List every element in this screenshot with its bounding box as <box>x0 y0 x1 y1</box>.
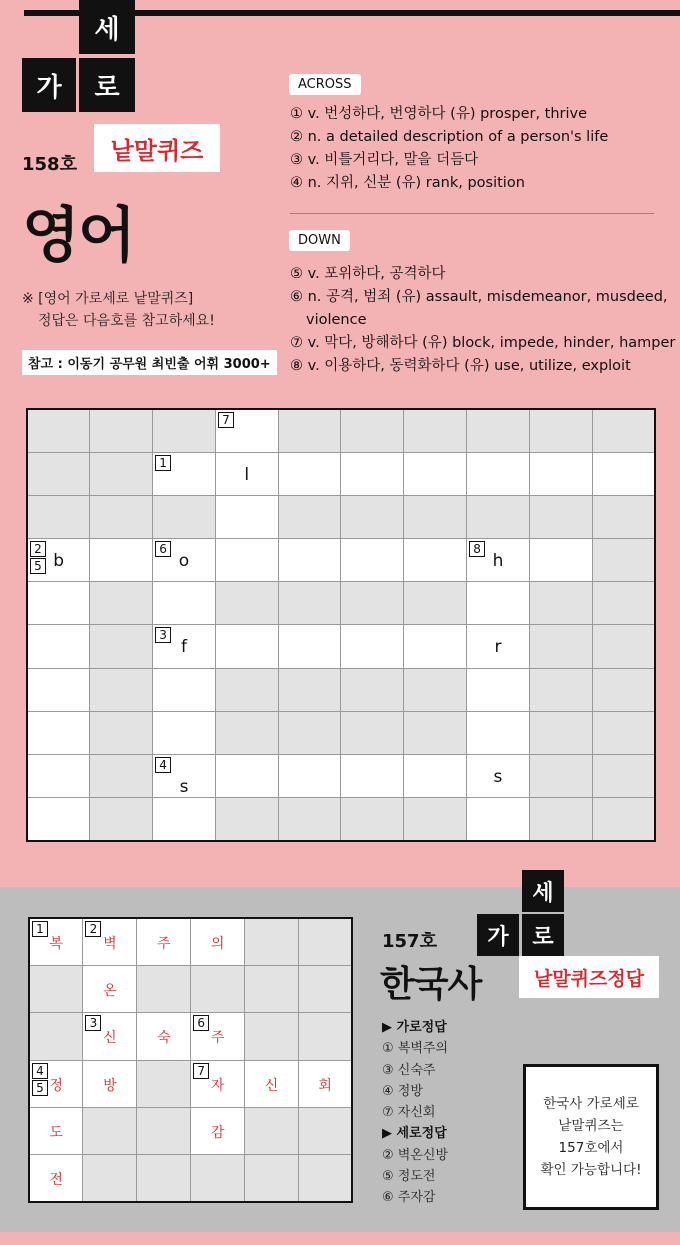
puzzle-cell <box>341 668 404 711</box>
puzzle-cell[interactable] <box>153 625 216 668</box>
across-clues <box>290 103 608 195</box>
cell-letter: s <box>493 767 503 787</box>
puzzle-cell <box>592 711 655 754</box>
subject-title: 영어 <box>22 201 134 271</box>
puzzle-cell <box>278 495 341 538</box>
previous-issue-number: 157호 <box>382 931 437 952</box>
puzzle-cell <box>404 409 467 452</box>
puzzle-row <box>27 452 655 495</box>
puzzle-cell[interactable] <box>467 711 530 754</box>
puzzle-cell[interactable] <box>278 539 341 582</box>
clue-number: 4 <box>32 1063 48 1079</box>
puzzle-cell[interactable] <box>153 452 216 495</box>
puzzle-cell[interactable] <box>27 755 90 798</box>
answer-item: ⑥ 주자감 <box>382 1190 436 1206</box>
prev-cell <box>298 918 352 965</box>
bottom-strip <box>0 1232 680 1245</box>
puzzle-cell <box>27 495 90 538</box>
puzzle-cell <box>278 409 341 452</box>
puzzle-cell <box>153 409 216 452</box>
cell-letter: 숙 <box>156 1030 171 1047</box>
puzzle-cell <box>278 798 341 841</box>
across-label: ACROSS <box>289 74 361 95</box>
puzzle-cell <box>341 582 404 625</box>
prev-cell <box>29 965 83 1012</box>
notice-line-2: 낱말퀴즈는 <box>558 1118 624 1134</box>
puzzle-cell[interactable] <box>592 452 655 495</box>
puzzle-cell <box>592 539 655 582</box>
puzzle-cell <box>341 711 404 754</box>
puzzle-row <box>27 495 655 538</box>
prev-cell <box>191 965 245 1012</box>
cell-letter: 주 <box>156 936 171 952</box>
puzzle-cell[interactable] <box>215 409 278 452</box>
cell-letter: 주 <box>210 1030 225 1047</box>
answer-item: ④ 정방 <box>382 1083 423 1099</box>
cell-letter: 정 <box>49 1077 63 1094</box>
puzzle-cell[interactable] <box>153 582 216 625</box>
puzzle-cell <box>404 798 467 841</box>
prev-cell[interactable] <box>83 918 137 965</box>
puzzle-cell <box>153 495 216 538</box>
note-line-1: ※ [영어 가로세로 낱말퀴즈] <box>22 291 194 307</box>
puzzle-cell[interactable] <box>153 711 216 754</box>
notice-line-3: 157호에서 <box>558 1140 624 1156</box>
puzzle-cell <box>529 625 592 668</box>
note-line-2: 정답은 다음호를 참고하세요! <box>38 313 215 329</box>
puzzle-cell[interactable] <box>27 625 90 668</box>
prev-cell[interactable] <box>83 1060 137 1107</box>
clue-number: 7 <box>218 412 234 428</box>
puzzle-row <box>27 711 655 754</box>
cell-letter: 자 <box>210 1077 225 1094</box>
puzzle-cell <box>404 711 467 754</box>
puzzle-cell <box>529 668 592 711</box>
puzzle-cell <box>529 798 592 841</box>
cell-letter: 의 <box>210 936 225 952</box>
clue-down-6-cont: violence <box>306 312 367 328</box>
prev-block-ro: 로 <box>522 914 564 956</box>
puzzle-cell[interactable] <box>341 539 404 582</box>
puzzle-cell <box>90 755 153 798</box>
clue-across-3: ③ v. 비틀거리다, 말을 더듬다 <box>290 152 479 168</box>
puzzle-cell <box>278 668 341 711</box>
cell-letter: f <box>180 637 187 658</box>
issue-number: 158호 <box>22 154 77 175</box>
puzzle-cell[interactable] <box>215 755 278 798</box>
clue-number: 7 <box>193 1063 209 1079</box>
cell-letter: l <box>244 464 250 485</box>
prev-cell[interactable] <box>29 918 83 965</box>
puzzle-cell[interactable] <box>467 798 530 841</box>
clue-number: 6 <box>155 541 171 557</box>
prev-cell <box>83 1108 137 1155</box>
puzzle-cell <box>90 495 153 538</box>
puzzle-cell[interactable] <box>529 539 592 582</box>
puzzle-cell[interactable] <box>153 668 216 711</box>
cell-letter: b <box>53 551 65 572</box>
puzzle-cell[interactable] <box>529 452 592 495</box>
notice-line-4: 확인 가능합니다! <box>540 1162 642 1178</box>
clue-down-5: ⑤ v. 포위하다, 공격하다 <box>290 266 446 282</box>
puzzle-cell <box>90 582 153 625</box>
clue-number: 2 <box>30 541 46 557</box>
answer-note <box>22 288 215 332</box>
puzzle-row <box>27 409 655 452</box>
clue-number: 5 <box>30 558 46 574</box>
prev-cell[interactable] <box>29 1108 83 1155</box>
puzzle-cell <box>467 495 530 538</box>
answer-heading: ▶ 가로정답 <box>382 1020 447 1035</box>
clue-divider <box>290 213 654 214</box>
puzzle-cell[interactable] <box>27 539 90 582</box>
puzzle-cell <box>215 711 278 754</box>
puzzle-cell <box>341 798 404 841</box>
prev-cell <box>245 965 299 1012</box>
puzzle-cell <box>592 495 655 538</box>
prev-cell <box>298 1013 352 1060</box>
cell-letter: 전 <box>49 1172 63 1189</box>
puzzle-cell <box>27 452 90 495</box>
puzzle-cell[interactable] <box>467 755 530 798</box>
down-label: DOWN <box>289 230 350 251</box>
puzzle-cell <box>529 409 592 452</box>
cell-letter: 회 <box>318 1077 332 1094</box>
prev-cell[interactable] <box>29 1155 83 1202</box>
puzzle-cell[interactable] <box>404 539 467 582</box>
puzzle-cell <box>529 495 592 538</box>
puzzle-cell[interactable] <box>404 755 467 798</box>
prev-row <box>29 1155 352 1202</box>
prev-cell[interactable] <box>83 965 137 1012</box>
prev-cell <box>83 1155 137 1202</box>
clue-number: 3 <box>85 1015 101 1031</box>
clue-number: 1 <box>32 921 48 937</box>
clue-number: 2 <box>85 921 101 937</box>
prev-block-ga: 가 <box>477 914 519 956</box>
puzzle-row <box>27 582 655 625</box>
prev-cell[interactable] <box>29 1060 83 1107</box>
puzzle-cell <box>215 798 278 841</box>
answer-item: ① 복벽주의 <box>382 1041 449 1057</box>
prev-cell[interactable] <box>83 1013 137 1060</box>
puzzle-cell <box>27 409 90 452</box>
puzzle-cell[interactable] <box>467 582 530 625</box>
puzzle-cell[interactable] <box>27 711 90 754</box>
puzzle-title-badge: 낱말퀴즈 <box>94 124 220 172</box>
prev-cell[interactable] <box>137 918 191 965</box>
prev-cell <box>298 965 352 1012</box>
answer-item: ⑦ 자신회 <box>382 1105 436 1121</box>
puzzle-cell[interactable] <box>215 539 278 582</box>
puzzle-cell <box>90 409 153 452</box>
puzzle-cell[interactable] <box>27 582 90 625</box>
puzzle-cell[interactable] <box>278 755 341 798</box>
answer-heading: ▶ 세로정답 <box>382 1126 447 1142</box>
down-clues <box>290 263 675 378</box>
prev-row <box>29 1108 352 1155</box>
prev-cell <box>245 1108 299 1155</box>
puzzle-cell[interactable] <box>215 452 278 495</box>
puzzle-row <box>27 539 655 582</box>
prev-cell <box>298 1155 352 1202</box>
clue-number: 5 <box>32 1080 48 1096</box>
title-block-se: 세 <box>79 0 135 54</box>
puzzle-row <box>27 668 655 711</box>
notice-line-1: 한국사 가로세로 <box>543 1096 639 1112</box>
clue-number: 8 <box>469 541 485 557</box>
puzzle-cell <box>404 668 467 711</box>
cell-letter: s <box>179 777 189 797</box>
prev-row <box>29 1060 352 1107</box>
puzzle-cell[interactable] <box>341 755 404 798</box>
puzzle-cell <box>404 495 467 538</box>
prev-cell[interactable] <box>137 1013 191 1060</box>
crossword-grid <box>26 408 656 842</box>
cell-letter: 신 <box>264 1077 279 1094</box>
puzzle-cell[interactable] <box>90 539 153 582</box>
puzzle-cell[interactable] <box>467 625 530 668</box>
puzzle-cell <box>90 798 153 841</box>
prev-cell[interactable] <box>191 1013 245 1060</box>
clue-number: 3 <box>155 627 171 643</box>
puzzle-cell <box>592 668 655 711</box>
cell-letter: 온 <box>103 982 117 999</box>
puzzle-cell <box>90 452 153 495</box>
puzzle-cell[interactable] <box>153 755 216 798</box>
puzzle-cell <box>215 668 278 711</box>
clue-number: 1 <box>155 455 171 471</box>
puzzle-cell <box>215 582 278 625</box>
cell-letter: r <box>494 637 502 658</box>
reference-label: 참고 : 이동기 공무원 최빈출 어휘 3000+ <box>22 350 277 375</box>
answer-item: ② 벽온신방 <box>382 1147 449 1163</box>
prev-cell <box>298 1108 352 1155</box>
cell-letter: 감 <box>210 1125 225 1142</box>
puzzle-row <box>27 798 655 841</box>
prev-cell[interactable] <box>191 1060 245 1107</box>
puzzle-cell[interactable] <box>467 668 530 711</box>
title-block-ga: 가 <box>22 58 76 112</box>
prev-cell[interactable] <box>298 1060 352 1107</box>
clue-down-6: ⑥ n. 공격, 범죄 (유) assault, misdemeanor, musdeed, <box>290 289 668 305</box>
prev-row <box>29 1013 352 1060</box>
puzzle-cell <box>278 711 341 754</box>
notice-box <box>523 1064 659 1210</box>
puzzle-cell <box>529 711 592 754</box>
previous-subject: 한국사 <box>380 964 482 1005</box>
clue-across-4: ④ n. 지위, 신분 (유) rank, position <box>290 175 525 191</box>
cell-letter: 복 <box>49 936 63 952</box>
puzzle-cell[interactable] <box>404 452 467 495</box>
prev-cell <box>245 1013 299 1060</box>
cell-letter: 도 <box>49 1125 63 1142</box>
answer-item: ③ 신숙주 <box>382 1062 436 1078</box>
puzzle-cell[interactable] <box>153 798 216 841</box>
title-block-ro: 로 <box>79 58 135 112</box>
prev-cell <box>137 1108 191 1155</box>
puzzle-cell <box>529 755 592 798</box>
puzzle-cell <box>592 409 655 452</box>
puzzle-cell <box>467 409 530 452</box>
puzzle-cell[interactable] <box>215 625 278 668</box>
puzzle-cell[interactable] <box>153 539 216 582</box>
puzzle-cell <box>592 755 655 798</box>
puzzle-cell <box>90 625 153 668</box>
prev-cell <box>29 1013 83 1060</box>
puzzle-cell[interactable] <box>278 625 341 668</box>
clue-down-8: ⑧ v. 이용하다, 동력화하다 (유) use, utilize, exploit <box>290 358 631 374</box>
prev-cell <box>137 1155 191 1202</box>
answer-title-badge: 낱말퀴즈정답 <box>519 956 659 998</box>
clue-number: 6 <box>193 1015 209 1031</box>
cell-letter: 벽 <box>103 936 117 952</box>
answer-list <box>382 1017 448 1209</box>
clue-down-7: ⑦ v. 막다, 방해하다 (유) block, impede, hinder, hamper <box>290 335 676 351</box>
puzzle-row <box>27 625 655 668</box>
puzzle-cell <box>529 582 592 625</box>
prev-row <box>29 965 352 1012</box>
puzzle-cell <box>341 495 404 538</box>
puzzle-cell[interactable] <box>278 452 341 495</box>
puzzle-cell <box>592 625 655 668</box>
clue-number: 4 <box>155 757 171 773</box>
puzzle-cell <box>278 582 341 625</box>
puzzle-cell <box>90 668 153 711</box>
puzzle-cell[interactable] <box>27 668 90 711</box>
puzzle-cell <box>404 582 467 625</box>
puzzle-row <box>27 755 655 798</box>
puzzle-cell[interactable] <box>27 798 90 841</box>
puzzle-cell <box>341 409 404 452</box>
puzzle-cell <box>592 798 655 841</box>
prev-cell[interactable] <box>245 1060 299 1107</box>
cell-letter: 신 <box>103 1030 117 1047</box>
prev-cell <box>137 965 191 1012</box>
answer-item: ⑤ 정도전 <box>382 1169 436 1185</box>
puzzle-cell[interactable] <box>467 452 530 495</box>
prev-cell <box>245 918 299 965</box>
puzzle-cell[interactable] <box>341 452 404 495</box>
puzzle-cell[interactable] <box>341 625 404 668</box>
prev-cell <box>191 1155 245 1202</box>
prev-cell <box>137 1060 191 1107</box>
puzzle-cell <box>90 711 153 754</box>
puzzle-cell[interactable] <box>404 625 467 668</box>
puzzle-cell[interactable] <box>467 539 530 582</box>
prev-cell <box>245 1155 299 1202</box>
puzzle-cell <box>592 582 655 625</box>
prev-block-se: 세 <box>522 870 564 912</box>
prev-cell[interactable] <box>191 918 245 965</box>
cell-letter: o <box>178 551 190 572</box>
prev-row <box>29 918 352 965</box>
puzzle-cell[interactable] <box>215 495 278 538</box>
clue-across-1: ① v. 번성하다, 번영하다 (유) prosper, thrive <box>290 106 588 122</box>
cell-letter: h <box>492 551 504 572</box>
cell-letter: 방 <box>103 1077 117 1094</box>
clue-across-2: ② n. a detailed description of a person's life <box>290 129 609 145</box>
previous-answer-grid <box>28 917 353 1203</box>
prev-cell[interactable] <box>191 1108 245 1155</box>
